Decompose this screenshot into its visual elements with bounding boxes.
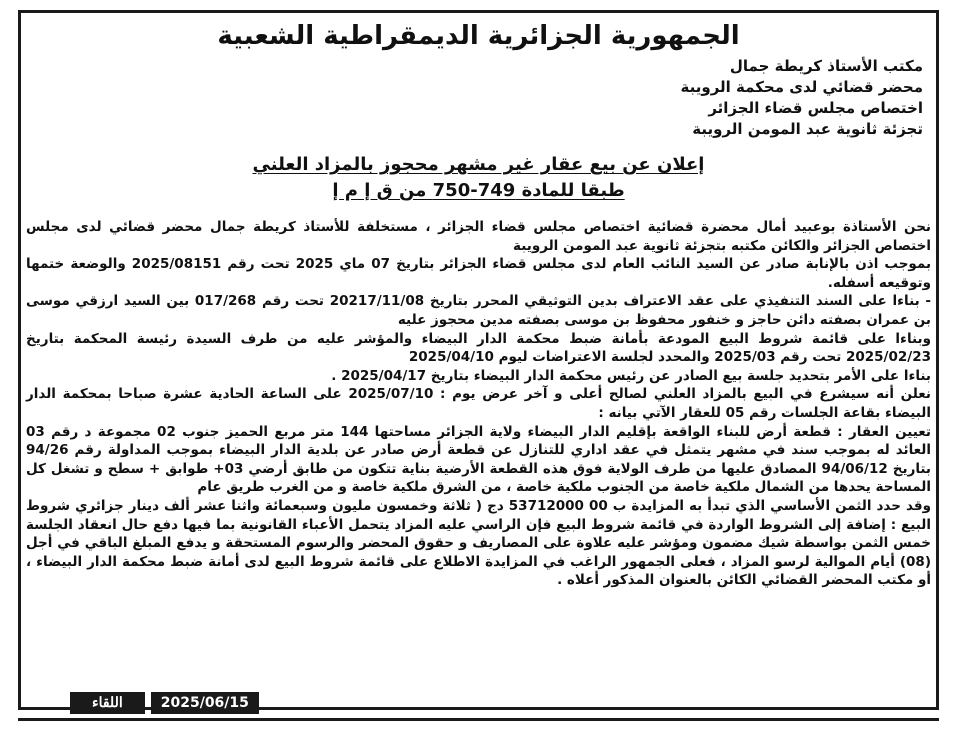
body-paragraph: بموجب اذن بالإنابة صادر عن السيد النائب العام لدى مجلس قضاء الجزائر بتاريخ 07 ماي 2025 تحت رقم 2025/08151 والوضعة ختمها وتوقيعه أسفله.	[26, 256, 932, 291]
body-paragraph: وبناءا على قائمة شروط البيع المودعة بأمانة ضبط محكمة الدار البيضاء والمؤشر عليه من طرف السيدة رئيسة المحكمة بتاريخ 2025/02/23 تحت رقم 2025/03 والمحدد لجلسة الاعتراضات ليوم 2025/04/10	[26, 330, 931, 366]
body-paragraph: نعلن أنه سيشرع في البيع بالمزاد العلني لصالح أعلى و آخر عرض يوم : 2025/07/10 على الساعة الحادية عشرة صباحا بمحكمة الدار البيضاء بقاعة الجلسات رقم 05 للعقار الآتي بيانه :	[26, 386, 931, 421]
publication-date: 2025/06/15	[151, 692, 259, 714]
republic-title: الجمهورية الجزائرية الديمقراطية الشعبية	[217, 21, 740, 51]
issuer-role: محضر قضائي لدى محكمة الرويبة	[680, 78, 923, 96]
body-paragraph: بناءا على الأمر بتحديد جلسة بيع الصادر عن رئيس محكمة الدار البيضاء بتاريخ 2025/04/17 .	[331, 367, 931, 384]
body-paragraph: نحن الأستاذة بوعبيد أمال محضرة قضائية اختصاص مجلس قضاء الجزائر ، مستخلفة للأستاذ كريطة جمال محضر قضائي لدى مجلس اختصاص الجزائر والكائن مكتبه بتجزئة ثانوية عبد المومن الرويبة	[26, 219, 931, 254]
issuer-block	[26, 56, 931, 140]
body-paragraph: وقد حدد الثمن الأساسي الذي تبدأ به المزايدة ب 00 53712000 دج ( ثلاثة وخمسون مليون وسبعمائة واثنا عشر ألف دينار جزائري شروط البيع : إضافة إلى الشروط الواردة في قائمة شروط البيع فإن الراسي عليه المزاد يتحمل الأعباء القانونية بما فيها دفع حال انعقاد الجلسة خمس الثمن بواسطة شيك مضمون ومؤشر عليه علاوة على المصاريف و حقوق المحضر والرسوم المستحقة و يدفع المبلغ الباقي في أجل (08) أيام الموالية لرسو المزاد ، فعلى الجمهور الراغب في المزايدة الاطلاع على قائمة شروط البيع لدى أمانة ضبط محكمة الدار البيضاء ، أو مكتب المحضر القضائي الكائن بالعنوان المذكور أعلاه .	[26, 497, 931, 589]
body-paragraph: تعيين العقار : قطعة أرض للبناء الواقعة بإقليم الدار البيضاء ولاية الجزائر مساحتها 144 متر مربع الحميز جنوب 02 مجموعة د رقم 03 العائد له بموجب سند في مشهر يتمثل في عقد اداري للتنازل عن قطعة أرض صادر عن بلدية الدار البيضاء بموجب المداولة رقم 94/26 بتاريخ 94/06/12 المصادق عليها من طرف الولاية فوق هذه القطعة الأرضية بناية تتكون من طابق أرضي 03+ طوابق + سطح و تشغل كل المساحة يحدها من الشمال ملكية خاصة من الجنوب ملكية خاصة ، من الشرق ملكية خاصة و من الغرب طريق عام	[26, 423, 932, 496]
notice-subtitle: طبقا للمادة 749-750 من ق إ م إ	[332, 180, 625, 201]
notice-title: إعلان عن بيع عقار غير مشهر محجوز بالمزاد العلني	[252, 154, 705, 175]
notice-content	[26, 16, 931, 590]
notice-body	[26, 218, 931, 590]
newspaper-name: اللقاء	[70, 692, 145, 714]
issuer-office: مكتب الأستاذ كريطة جمال	[729, 57, 923, 75]
bottom-rule	[18, 718, 939, 721]
issuer-jurisdiction: اختصاص مجلس قضاء الجزائر	[708, 99, 923, 117]
footer	[70, 692, 259, 714]
body-paragraph: - بناءا على السند التنفيذي على عقد الاعتراف بدين التوثيقي المحرر بتاريخ 20217/11/08 تحت رقم 017/268 بين السيد ارزقي موسى بن عمران بصفته دائن حاجز و خنفور محفوظ بن موسى بصفته مدين محجوز عليه	[26, 293, 932, 328]
notice-heading	[26, 152, 931, 204]
issuer-address: تجزئة ثانوية عبد المومن الرويبة	[692, 120, 923, 138]
